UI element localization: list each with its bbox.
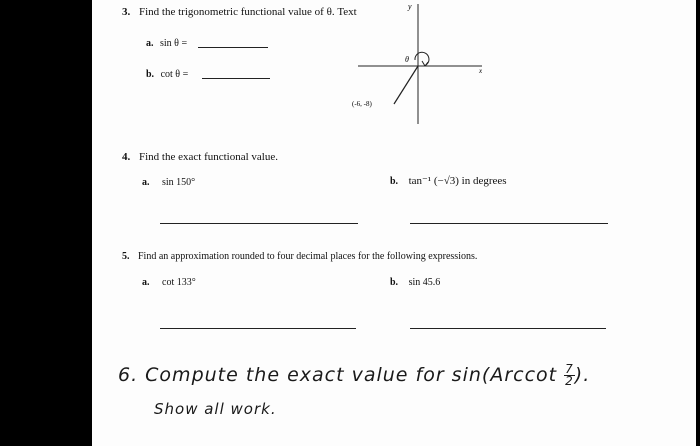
q3b-label: b. bbox=[146, 69, 155, 80]
q5-prompt bbox=[122, 251, 477, 262]
q3b bbox=[146, 69, 188, 80]
q3b-answer-line[interactable] bbox=[202, 78, 270, 79]
q4-prompt bbox=[122, 151, 278, 163]
q3a-label: a. bbox=[146, 38, 154, 49]
theta-label: θ bbox=[405, 55, 409, 64]
q3b-expr: cot θ = bbox=[160, 69, 189, 80]
q4-text: Find the exact functional value. bbox=[139, 151, 278, 163]
q5a bbox=[142, 277, 196, 288]
q3-text: Find the trigonometric functional value of θ. Text bbox=[139, 6, 357, 18]
q6-fraction bbox=[564, 364, 575, 387]
y-axis-label: y bbox=[408, 2, 412, 11]
q5b-answer-line[interactable] bbox=[410, 328, 606, 329]
point-label: (-6, -8) bbox=[352, 100, 372, 108]
x-axis-label: x bbox=[479, 67, 483, 75]
q4b bbox=[390, 174, 507, 187]
q4a-expr: sin 150° bbox=[162, 177, 196, 188]
q5a-answer-line[interactable] bbox=[160, 328, 356, 329]
q3-prompt bbox=[122, 6, 357, 18]
q4a bbox=[142, 177, 195, 188]
arc-arrowhead bbox=[422, 61, 428, 66]
q4-number: 4. bbox=[122, 151, 131, 163]
q5a-expr: cot 133° bbox=[162, 277, 196, 288]
worksheet-page bbox=[92, 0, 696, 446]
q6-close: ). bbox=[574, 364, 591, 386]
q5-text: Find an approximation rounded to four decimal places for the following expressions. bbox=[138, 251, 478, 262]
q5-number: 5. bbox=[122, 251, 130, 262]
q6-frac-denominator: 2 bbox=[565, 374, 574, 388]
q4a-label: a. bbox=[142, 177, 150, 188]
q3a-answer-line[interactable] bbox=[198, 47, 268, 48]
q3a-expr: sin θ = bbox=[160, 38, 188, 49]
q4b-expr: tan⁻¹ (−√3) in degrees bbox=[408, 175, 507, 187]
q5b-expr: sin 45.6 bbox=[408, 277, 441, 288]
q4b-label: b. bbox=[390, 176, 399, 187]
q5b bbox=[390, 277, 440, 288]
q3a bbox=[146, 38, 187, 49]
q6-line2: Show all work. bbox=[154, 400, 277, 418]
q5b-label: b. bbox=[390, 277, 399, 288]
q4b-answer-line[interactable] bbox=[410, 223, 608, 224]
q6-text: 6. Compute the exact value for sin(Arccot bbox=[118, 364, 558, 386]
q6-frac-numerator: 7 bbox=[565, 362, 574, 376]
terminal-side bbox=[394, 66, 418, 104]
q5a-label: a. bbox=[142, 277, 150, 288]
q6-line1 bbox=[118, 364, 590, 387]
q4a-answer-line[interactable] bbox=[160, 223, 358, 224]
q3-number: 3. bbox=[122, 6, 131, 18]
coordinate-graph bbox=[342, 0, 502, 130]
